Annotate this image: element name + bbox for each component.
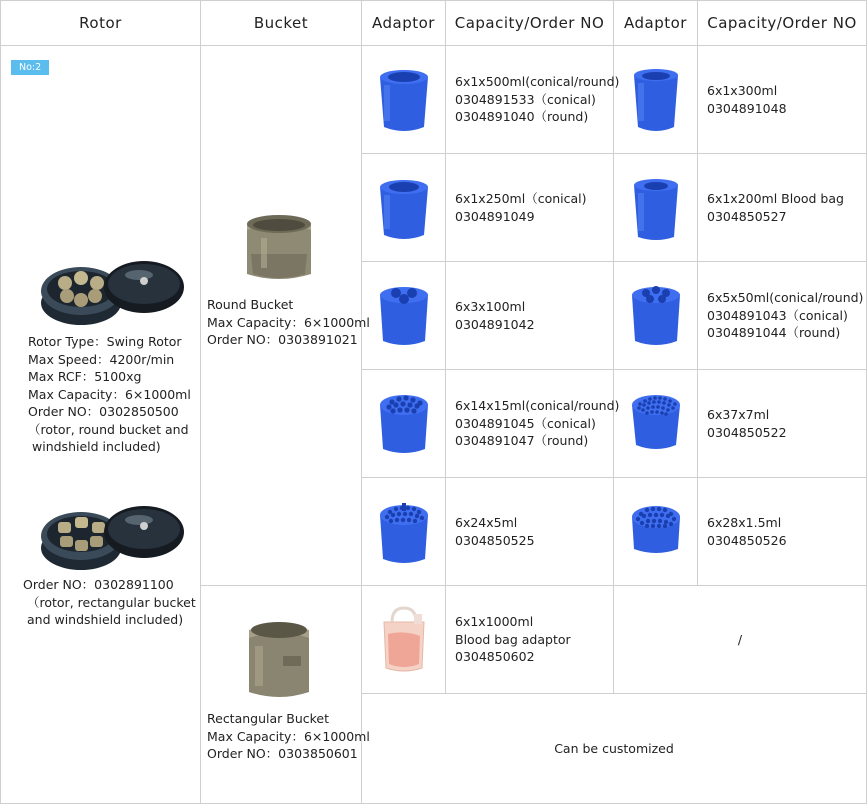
adaptor-image-cell xyxy=(614,154,698,262)
order-line: 0304891047（round) xyxy=(455,433,589,449)
capacity-cell xyxy=(698,262,867,370)
order-line: 0304891049 xyxy=(455,208,535,224)
header-adaptor-left: Adaptor xyxy=(362,1,446,46)
rect-bucket-block xyxy=(201,616,370,763)
blue-adaptor-24-hole-icon xyxy=(374,497,434,567)
capacity-cell xyxy=(698,46,867,154)
capacity-line: 6x3x100ml xyxy=(455,299,526,314)
order-line: 0304891040（round) xyxy=(455,109,589,125)
order-line: 0304891533（conical) xyxy=(455,91,596,107)
capacity-line: 6x28x1.5ml xyxy=(707,515,782,530)
adaptor-image-cell xyxy=(362,46,446,154)
rotor-round-icon xyxy=(21,251,191,331)
adaptor-image-cell xyxy=(362,154,446,262)
header-bucket: Bucket xyxy=(201,1,362,46)
blue-adaptor-3-hole-icon xyxy=(374,281,434,351)
adaptor-image-cell xyxy=(614,46,698,154)
blue-adaptor-14-hole-icon xyxy=(374,389,434,459)
capacity-line: 6x24x5ml xyxy=(455,515,518,530)
header-adaptor-right: Adaptor xyxy=(614,1,698,46)
blue-adaptor-5-hole-icon xyxy=(626,281,686,351)
capacity-cell xyxy=(698,370,867,478)
header-rotor: Rotor xyxy=(1,1,201,46)
round-bucket-capacity: Max Capacity：6×1000ml xyxy=(207,314,370,330)
adaptor-image-cell xyxy=(362,262,446,370)
order-line: 0304891043（conical) xyxy=(707,307,848,323)
blue-adaptor-1-hole-icon xyxy=(626,173,686,243)
rect-bucket-icon xyxy=(241,616,317,706)
rotor-max-speed: Max Speed：4200r/min xyxy=(28,351,175,367)
order-line: 0304850525 xyxy=(455,532,535,548)
empty-slot-cell xyxy=(614,586,867,694)
rotor-rect-icon xyxy=(21,496,191,576)
rotor-cell xyxy=(1,46,201,804)
rotor-includes-2: windshield included) xyxy=(32,439,161,454)
adaptor-image-cell xyxy=(362,370,446,478)
capacity-line: Blood bag adaptor xyxy=(455,631,571,647)
capacity-line: 6x1x250ml（conical) xyxy=(455,191,587,206)
rotor2-includes-2: and windshield included) xyxy=(27,612,184,627)
blue-adaptor-1-hole-icon xyxy=(626,65,686,135)
order-line: 0304891042 xyxy=(455,316,535,332)
customize-note: Can be customized xyxy=(554,741,674,756)
round-bucket-order: Order NO：0303891021 xyxy=(207,332,358,347)
round-bucket-cell xyxy=(201,46,370,586)
capacity-line: 6x1x500ml(conical/round) xyxy=(455,74,620,90)
blue-adaptor-1-hole-icon xyxy=(374,65,434,135)
order-line: 0304891048 xyxy=(707,100,787,116)
capacity-cell xyxy=(446,370,620,478)
rotor-badge: No:2 xyxy=(11,60,49,75)
rect-bucket-order: Order NO：0303850601 xyxy=(207,746,358,761)
capacity-line: 6x37x7ml xyxy=(707,407,770,422)
adaptor-image-cell xyxy=(614,478,698,586)
capacity-cell xyxy=(446,262,614,370)
order-line: 0304891044（round) xyxy=(707,325,841,341)
order-line: 0304850527 xyxy=(707,208,787,224)
adaptor-image-cell xyxy=(614,370,698,478)
order-line: 0304891045（conical) xyxy=(455,415,596,431)
order-line: 0304850602 xyxy=(455,649,535,665)
adaptor-image-cell xyxy=(362,478,446,586)
rotor-round-block xyxy=(1,251,199,456)
capacity-line: 6x1x1000ml xyxy=(455,614,534,630)
capacity-line: 6x14x15ml(conical/round) xyxy=(455,398,620,414)
adaptor-image-cell xyxy=(362,586,446,694)
capacity-line: 6x1x300ml xyxy=(707,83,778,98)
capacity-cell xyxy=(698,154,867,262)
blue-adaptor-28-hole-icon xyxy=(626,497,686,567)
rotor2-includes-1: （rotor, rectangular bucket xyxy=(27,594,196,610)
round-bucket-name: Round Bucket xyxy=(207,297,294,312)
rotor-rect-block xyxy=(1,496,199,629)
order-line: 0304850526 xyxy=(707,532,787,548)
capacity-cell xyxy=(446,478,614,586)
adaptor-image-cell xyxy=(614,262,698,370)
rect-bucket-name: Rectangular Bucket xyxy=(207,711,330,726)
rotor-max-rcf: Max RCF：5100xg xyxy=(28,369,142,384)
rotor-includes-1: （rotor, round bucket and xyxy=(28,421,189,437)
round-bucket-block xyxy=(201,208,370,349)
rotor-order-no: Order NO：0302850500 xyxy=(28,404,179,419)
capacity-cell xyxy=(446,46,620,154)
capacity-cell xyxy=(446,586,614,694)
rotor2-order-no: Order NO：0302891100 xyxy=(23,577,174,592)
capacity-cell xyxy=(446,154,614,262)
capacity-line: 6x5x50ml(conical/round) xyxy=(707,290,864,306)
header-capacity-left: Capacity/Order NO xyxy=(446,1,614,46)
empty-slot-mark: / xyxy=(737,632,743,647)
capacity-cell xyxy=(698,478,867,586)
header-capacity-right: Capacity/Order NO xyxy=(698,1,867,46)
rotor-max-capacity: Max Capacity：6×1000ml xyxy=(28,386,191,402)
blood-bag-adaptor-icon xyxy=(374,604,434,676)
order-line: 0304850522 xyxy=(707,424,787,440)
blue-adaptor-37-hole-icon xyxy=(626,389,686,459)
capacity-line: 6x1x200ml Blood bag xyxy=(707,191,844,206)
rect-bucket-cell xyxy=(201,586,370,804)
rect-bucket-capacity: Max Capacity：6×1000ml xyxy=(207,728,370,744)
customize-note-cell xyxy=(362,694,867,804)
rotor-type: Rotor Type：Swing Rotor xyxy=(28,334,182,349)
header-row xyxy=(1,1,867,46)
round-bucket-icon xyxy=(241,208,317,290)
blue-adaptor-1-hole-icon xyxy=(374,173,434,243)
adaptor-row xyxy=(1,46,867,154)
